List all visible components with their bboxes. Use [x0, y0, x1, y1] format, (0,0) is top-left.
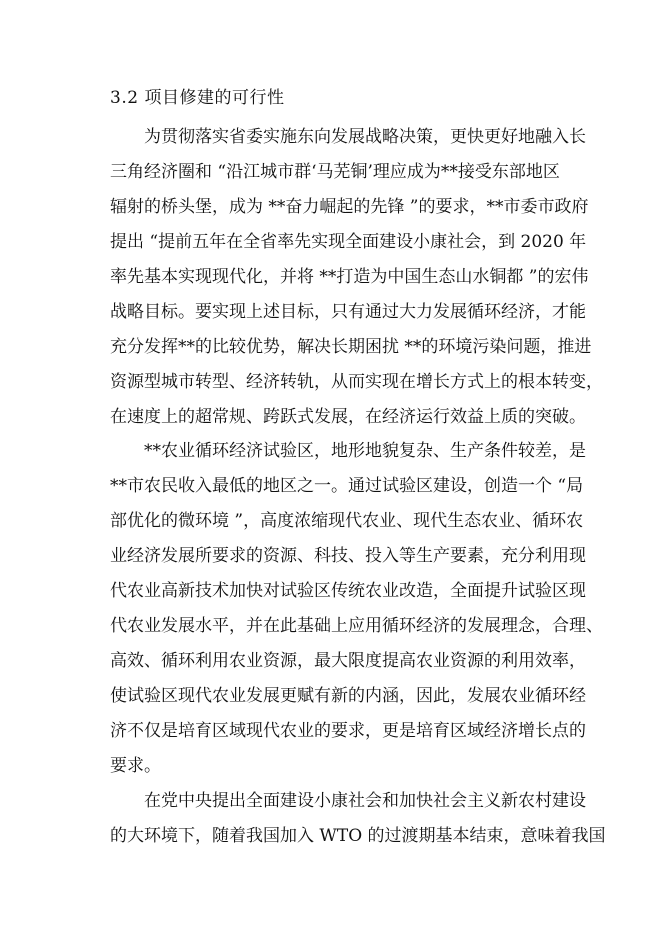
- paragraph-line: 代农业高新技术加快对试验区传统农业改造，全面提升试验区现: [110, 581, 586, 602]
- paragraph-line: **农业循环经济试验区，地形地貌复杂、生产条件较差，是: [144, 441, 586, 462]
- paragraph-line: 充分发挥**的比较优势，解决长期困扰 **的环境污染问题，推进: [110, 336, 592, 357]
- paragraph-line: 三角经济圈和 “沿江城市群‘马芜铜’理应成为**接受东部地区: [110, 161, 560, 182]
- body-text: [110, 120, 606, 854]
- paragraph-line: **市农民收入最低的地区之一。通过试验区建设，创造一个 “局: [110, 476, 584, 497]
- paragraph-line: 部优化的微环境 ”，高度浓缩现代农业、现代生态农业、循环农: [110, 511, 584, 532]
- paragraph-line: 的大环境下，随着我国加入 WTO 的过渡期基本结束，意味着我国: [110, 825, 606, 846]
- paragraph-line: 使试验区现代农业发展更赋有新的内涵，因此，发展农业循环经: [110, 686, 586, 706]
- paragraph-line: 为贯彻落实省委实施东向发展战略决策，更快更好地融入长: [144, 127, 586, 147]
- paragraph-line: 代农业发展水平，并在此基础上应用循环经济的发展理念，合理、: [110, 616, 603, 637]
- paragraph-line: 辐射的桥头堡，成为 **奋力崛起的先锋 ”的要求，**市委市政府: [110, 196, 589, 217]
- paragraph-line: 资源型城市转型、经济转轨，从而实现在增长方式上的根本转变，: [110, 371, 603, 392]
- paragraph-line: 提出 “提前五年在全省率先实现全面建设小康社会，到 2020 年: [110, 231, 587, 252]
- paragraph-line: 业经济发展所要求的资源、科技、投入等生产要素，充分利用现: [110, 546, 586, 567]
- paragraph-line: 济不仅是培育区域现代农业的要求，更是培育区域经济增长点的: [110, 720, 586, 741]
- paragraph-line: 率先基本实现现代化，并将 **打造为中国生态山水铜都 ”的宏伟: [110, 266, 589, 287]
- section-heading: 3.2 项目修建的可行性: [110, 88, 285, 108]
- paragraph-line: 高效、循环利用农业资源，最大限度提高农业资源的利用效率，: [110, 651, 586, 672]
- paragraph-line: 在党中央提出全面建设小康社会和加快社会主义新农村建设: [144, 790, 586, 811]
- paragraph-line: 战略目标。要实现上述目标，只有通过大力发展循环经济，才能: [110, 301, 586, 322]
- paragraph-line: 要求。: [110, 755, 161, 776]
- paragraph-line: 在速度上的超常规、跨跃式发展，在经济运行效益上质的突破。: [110, 406, 586, 427]
